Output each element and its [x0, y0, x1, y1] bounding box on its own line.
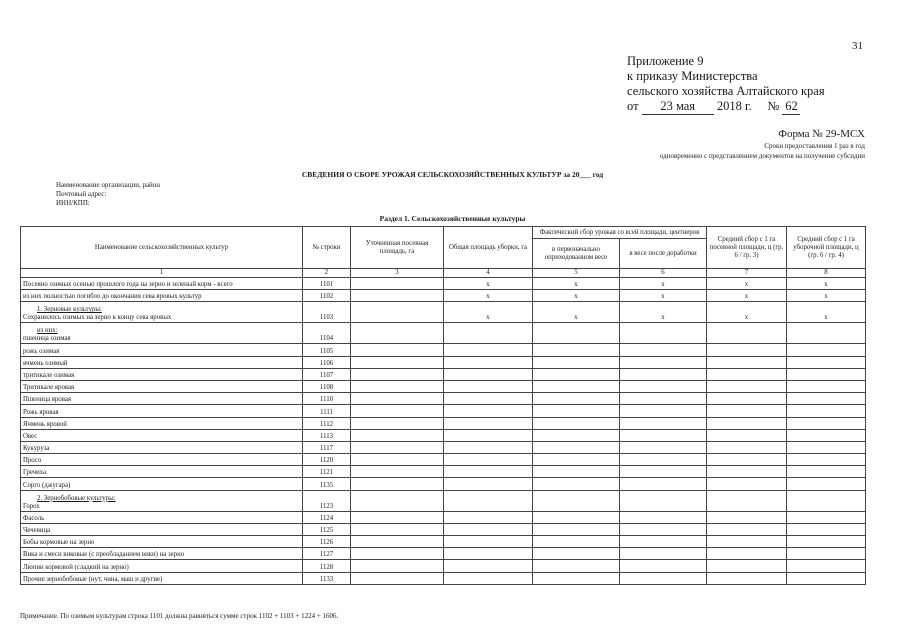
crop-name-cell: [21, 560, 303, 572]
number-prefix: №: [767, 99, 780, 113]
crop-name-cell: [21, 511, 303, 523]
crop-name: 2. Зернобобовые культуры:: [37, 494, 116, 502]
form-info: [660, 128, 865, 161]
value-cell[interactable]: [620, 572, 707, 584]
value-cell[interactable]: [444, 441, 533, 453]
row-code-cell: 1108: [303, 380, 351, 392]
form-note: одновременно с представлением документов на получение субсидии: [659, 152, 865, 160]
value-cell[interactable]: [620, 478, 707, 490]
table-row: [21, 323, 866, 344]
crop-name: Ячмень яровой: [23, 420, 67, 428]
row-code-cell: 1111: [303, 405, 351, 417]
value-cell[interactable]: [351, 405, 444, 417]
value-cell[interactable]: [444, 344, 533, 356]
crop-name-cell: [21, 490, 303, 511]
form-name: Форма № 29-МСХ: [778, 128, 865, 140]
value-cell[interactable]: [351, 490, 444, 511]
value-cell[interactable]: [620, 356, 707, 368]
appendix-line-2: к приказу Министерства: [627, 69, 758, 83]
table-row: [21, 560, 866, 572]
value-cell[interactable]: [707, 454, 787, 466]
value-cell[interactable]: [787, 523, 866, 535]
crop-name: Сорго (джугара): [23, 481, 71, 489]
column-number: 1: [21, 269, 303, 278]
value-cell[interactable]: [620, 323, 707, 344]
value-cell[interactable]: [351, 511, 444, 523]
value-cell[interactable]: [787, 356, 866, 368]
form-deadline: Сроки предоставления 1 раз в год: [764, 142, 865, 150]
value-cell[interactable]: [707, 560, 787, 572]
crop-name-cell: [21, 290, 303, 302]
value-cell[interactable]: [787, 536, 866, 548]
value-cell[interactable]: [787, 344, 866, 356]
crop-name-secondary: пшеница озимая: [23, 335, 71, 343]
value-cell[interactable]: x: [444, 302, 533, 323]
appendix-block: [627, 54, 825, 115]
crop-name-cell: [21, 454, 303, 466]
header-area-sown: Уточненная посевная площадь, га: [351, 227, 444, 269]
date-prefix: от: [627, 99, 639, 113]
value-cell[interactable]: [444, 429, 533, 441]
value-cell[interactable]: x: [533, 302, 620, 323]
value-cell[interactable]: [620, 344, 707, 356]
order-number: 62: [782, 99, 800, 115]
crop-name-secondary: Горох: [23, 502, 40, 510]
crop-name: Тритикале яровая: [23, 384, 75, 392]
value-cell[interactable]: [533, 548, 620, 560]
column-number: 8: [787, 269, 866, 278]
crop-name: из них полностью погибло до окончания сева яровых культур: [23, 293, 202, 301]
value-cell[interactable]: [620, 405, 707, 417]
value-cell[interactable]: [707, 368, 787, 380]
header-row-no: № строки: [303, 227, 351, 269]
value-cell[interactable]: x: [620, 290, 707, 302]
row-code-cell: 1105: [303, 344, 351, 356]
value-cell[interactable]: [351, 548, 444, 560]
crop-name-secondary: Сохранилось озимых на зерно к концу сева яровых: [23, 314, 172, 322]
value-cell[interactable]: [444, 417, 533, 429]
value-cell[interactable]: [707, 344, 787, 356]
row-code-cell: 1124: [303, 511, 351, 523]
date-day-month: 23 мая: [642, 99, 714, 115]
value-cell[interactable]: [444, 368, 533, 380]
crop-name-cell: [21, 441, 303, 453]
crop-name-cell: [21, 572, 303, 584]
value-cell[interactable]: [351, 523, 444, 535]
row-code-cell: 1133: [303, 572, 351, 584]
row-code-cell: 1110: [303, 393, 351, 405]
value-cell[interactable]: [620, 380, 707, 392]
header-actual-harvest: Фактический сбор урожая со всей площади, центнеров: [533, 227, 707, 239]
value-cell[interactable]: [620, 511, 707, 523]
footnote: Примечание. По озимым культурам строка 1101 должна равняться сумме строк 1102 + 1103 + 1224 + 1606.: [20, 612, 339, 620]
table-row: [21, 368, 866, 380]
value-cell[interactable]: [533, 380, 620, 392]
crop-name: рожь озимая: [23, 347, 60, 355]
value-cell[interactable]: [444, 548, 533, 560]
value-cell[interactable]: [533, 490, 620, 511]
appendix-line-1: Приложение 9: [627, 54, 704, 68]
value-cell[interactable]: x: [533, 278, 620, 290]
row-code-cell: 1127: [303, 548, 351, 560]
value-cell[interactable]: [351, 356, 444, 368]
value-cell[interactable]: [351, 478, 444, 490]
value-cell[interactable]: [533, 356, 620, 368]
table-row: [21, 393, 866, 405]
crop-name: Рожь яровая: [23, 408, 59, 416]
value-cell[interactable]: [444, 356, 533, 368]
crop-name-cell: [21, 405, 303, 417]
crops-table: [20, 226, 866, 585]
value-cell[interactable]: x: [444, 278, 533, 290]
table-row: [21, 290, 866, 302]
crop-name-cell: [21, 368, 303, 380]
row-code-cell: 1107: [303, 368, 351, 380]
table-row: [21, 278, 866, 290]
crop-name-cell: [21, 393, 303, 405]
value-cell[interactable]: x: [707, 278, 787, 290]
row-code-cell: 1113: [303, 429, 351, 441]
value-cell[interactable]: [707, 536, 787, 548]
column-number: 7: [707, 269, 787, 278]
row-code-cell: 1117: [303, 441, 351, 453]
crop-name-cell: [21, 478, 303, 490]
value-cell[interactable]: x: [620, 278, 707, 290]
value-cell[interactable]: [444, 405, 533, 417]
org-name-label: Наименование организации, район: [56, 181, 161, 189]
header-avg-harvest: Средний сбор с 1 га уборочной площади, ц (гр. 6 / гр. 4): [787, 227, 866, 269]
value-cell[interactable]: [707, 393, 787, 405]
crop-name: Вика и смеси виковые (с преобладанием вики) на зерно: [23, 551, 185, 559]
crop-name: тритикале озимая: [23, 371, 75, 379]
table-row: [21, 344, 866, 356]
value-cell[interactable]: [620, 536, 707, 548]
row-code-cell: 1135: [303, 478, 351, 490]
row-code-cell: 1123: [303, 490, 351, 511]
value-cell[interactable]: [351, 290, 444, 302]
value-cell[interactable]: [444, 466, 533, 478]
value-cell[interactable]: [787, 393, 866, 405]
value-cell[interactable]: [787, 490, 866, 511]
crop-name: Просо: [23, 457, 42, 465]
value-cell[interactable]: [533, 511, 620, 523]
row-code-cell: 1102: [303, 290, 351, 302]
value-cell[interactable]: [787, 405, 866, 417]
value-cell[interactable]: x: [787, 278, 866, 290]
value-cell[interactable]: [620, 417, 707, 429]
crop-name: Пшеница яровая: [23, 396, 71, 404]
column-number: 3: [351, 269, 444, 278]
value-cell[interactable]: [707, 523, 787, 535]
value-cell[interactable]: x: [444, 290, 533, 302]
row-code-cell: 1120: [303, 454, 351, 466]
column-number: 5: [533, 269, 620, 278]
value-cell[interactable]: [787, 454, 866, 466]
value-cell[interactable]: [787, 572, 866, 584]
value-cell[interactable]: [533, 536, 620, 548]
value-cell[interactable]: [787, 417, 866, 429]
value-cell[interactable]: [533, 572, 620, 584]
table-row: [21, 429, 866, 441]
value-cell[interactable]: [351, 466, 444, 478]
value-cell[interactable]: [444, 536, 533, 548]
value-cell[interactable]: [787, 560, 866, 572]
value-cell[interactable]: [351, 572, 444, 584]
value-cell[interactable]: [351, 560, 444, 572]
crop-name-cell: [21, 466, 303, 478]
crop-name-cell: [21, 356, 303, 368]
value-cell[interactable]: [351, 393, 444, 405]
value-cell[interactable]: [533, 393, 620, 405]
value-cell[interactable]: [444, 380, 533, 392]
value-cell[interactable]: [787, 478, 866, 490]
value-cell[interactable]: [533, 454, 620, 466]
value-cell[interactable]: [707, 429, 787, 441]
value-cell[interactable]: [707, 441, 787, 453]
value-cell[interactable]: [444, 523, 533, 535]
value-cell[interactable]: [787, 323, 866, 344]
crop-name-cell: [21, 536, 303, 548]
value-cell[interactable]: [707, 478, 787, 490]
table-row: [21, 441, 866, 453]
value-cell[interactable]: [533, 560, 620, 572]
value-cell[interactable]: [620, 368, 707, 380]
value-cell[interactable]: [444, 454, 533, 466]
value-cell[interactable]: [351, 278, 444, 290]
value-cell[interactable]: [620, 523, 707, 535]
value-cell[interactable]: [707, 572, 787, 584]
value-cell[interactable]: [533, 441, 620, 453]
table-row: [21, 511, 866, 523]
table-row: [21, 523, 866, 535]
crop-name: из них:: [37, 327, 58, 335]
header-weight-initial: в первоначально оприходованном весе: [533, 239, 620, 269]
crop-name-cell: [21, 523, 303, 535]
table-row: [21, 478, 866, 490]
value-cell[interactable]: [620, 490, 707, 511]
value-cell[interactable]: [533, 466, 620, 478]
table-row: [21, 405, 866, 417]
value-cell[interactable]: [444, 490, 533, 511]
table-row: [21, 548, 866, 560]
value-cell[interactable]: [707, 405, 787, 417]
row-code-cell: 1101: [303, 278, 351, 290]
value-cell[interactable]: [351, 441, 444, 453]
header-weight-after: в весе после доработки: [620, 239, 707, 269]
value-cell[interactable]: [787, 466, 866, 478]
value-cell[interactable]: [351, 380, 444, 392]
value-cell[interactable]: x: [787, 290, 866, 302]
value-cell[interactable]: [707, 417, 787, 429]
org-address-label: Почтовый адрес:: [56, 189, 107, 198]
table-row: [21, 536, 866, 548]
crop-name: 1. Зерновые культуры:: [37, 306, 102, 314]
crop-name-cell: [21, 548, 303, 560]
crop-name-cell: [21, 429, 303, 441]
crop-name-cell: [21, 417, 303, 429]
crop-name: Фасоль: [23, 514, 45, 522]
org-inn-label: ИНН/КПП:: [56, 198, 90, 207]
crop-name-cell: [21, 278, 303, 290]
header-crop: Наименование сельскохозяйственных культур: [21, 227, 303, 269]
value-cell[interactable]: [533, 429, 620, 441]
table-row: [21, 302, 866, 323]
value-cell[interactable]: x: [533, 290, 620, 302]
value-cell[interactable]: [533, 405, 620, 417]
value-cell[interactable]: [351, 344, 444, 356]
value-cell[interactable]: [620, 560, 707, 572]
table-row: [21, 380, 866, 392]
value-cell[interactable]: [444, 511, 533, 523]
value-cell[interactable]: [707, 490, 787, 511]
value-cell[interactable]: [620, 429, 707, 441]
row-code-cell: 1106: [303, 356, 351, 368]
column-number: 2: [303, 269, 351, 278]
row-code-cell: 1104: [303, 323, 351, 344]
value-cell[interactable]: [533, 523, 620, 535]
value-cell[interactable]: [787, 548, 866, 560]
table-row: [21, 356, 866, 368]
value-cell[interactable]: [533, 323, 620, 344]
value-cell[interactable]: [533, 417, 620, 429]
value-cell[interactable]: [351, 368, 444, 380]
crop-name: Люпин кормовой (сладкий на зерно): [23, 563, 129, 571]
row-code-cell: 1126: [303, 536, 351, 548]
column-number: 4: [444, 269, 533, 278]
value-cell[interactable]: [707, 511, 787, 523]
table-row: [21, 466, 866, 478]
row-code-cell: 1125: [303, 523, 351, 535]
crop-name: Овес: [23, 432, 38, 440]
crop-name: Кукуруза: [23, 445, 50, 453]
value-cell[interactable]: x: [707, 290, 787, 302]
section-title: Раздел 1. Сельскохозяйственные культуры: [379, 214, 526, 223]
value-cell[interactable]: [620, 441, 707, 453]
table-row: [21, 417, 866, 429]
document-title: СВЕДЕНИЯ О СБОРЕ УРОЖАЯ СЕЛЬСКОХОЗЯЙСТВЕННЫХ КУЛЬТУР за 20___ год: [301, 170, 604, 179]
crop-name: Бобы кормовые на зерно: [23, 539, 95, 547]
value-cell[interactable]: x: [787, 302, 866, 323]
organization-block: [56, 181, 160, 207]
value-cell[interactable]: [620, 454, 707, 466]
crop-name: Гречиха: [23, 469, 47, 477]
value-cell[interactable]: [533, 478, 620, 490]
value-cell[interactable]: [787, 511, 866, 523]
value-cell[interactable]: [351, 302, 444, 323]
value-cell[interactable]: [707, 323, 787, 344]
value-cell[interactable]: [351, 323, 444, 344]
crop-name: ячмень озимый: [23, 359, 68, 367]
row-code-cell: 1112: [303, 417, 351, 429]
value-cell[interactable]: [351, 454, 444, 466]
value-cell[interactable]: [351, 429, 444, 441]
row-code-cell: 1103: [303, 302, 351, 323]
value-cell[interactable]: [351, 536, 444, 548]
value-cell[interactable]: [444, 560, 533, 572]
value-cell[interactable]: [787, 429, 866, 441]
appendix-line-3: сельского хозяйства Алтайского края: [627, 84, 825, 98]
value-cell[interactable]: [620, 548, 707, 560]
value-cell[interactable]: [707, 466, 787, 478]
column-number: 6: [620, 269, 707, 278]
value-cell[interactable]: [620, 393, 707, 405]
table-row: [21, 490, 866, 511]
date-year: 2018 г.: [716, 99, 752, 113]
crop-name: Чечевица: [23, 527, 51, 534]
row-code-cell: 1128: [303, 560, 351, 572]
crop-name-cell: [21, 380, 303, 392]
crop-name: Прочие зернобобовые (нут, чина, маш и другие): [23, 575, 163, 583]
table-row: [21, 572, 866, 584]
value-cell[interactable]: [707, 356, 787, 368]
value-cell[interactable]: [707, 548, 787, 560]
header-area-harvest: Общая площадь уборки, га: [444, 227, 533, 269]
value-cell[interactable]: [787, 380, 866, 392]
value-cell[interactable]: [707, 380, 787, 392]
value-cell[interactable]: [444, 478, 533, 490]
crop-name-cell: [21, 302, 303, 323]
value-cell[interactable]: x: [707, 302, 787, 323]
value-cell[interactable]: [533, 344, 620, 356]
crop-name-cell: [21, 344, 303, 356]
crop-name-cell: [21, 323, 303, 344]
value-cell[interactable]: [351, 417, 444, 429]
header-avg-sown: Средний сбор с 1 га посевной площади, ц (гр. 6 / гр. 3): [707, 227, 787, 269]
value-cell[interactable]: [444, 572, 533, 584]
value-cell[interactable]: [533, 368, 620, 380]
crop-name: Посеяно озимых осенью прошлого года на зерно и зеленый корм - всего: [23, 281, 233, 289]
value-cell[interactable]: [444, 323, 533, 344]
appendix-date-line: [627, 99, 825, 115]
value-cell[interactable]: x: [620, 302, 707, 323]
row-code-cell: 1121: [303, 466, 351, 478]
value-cell[interactable]: [787, 441, 866, 453]
value-cell[interactable]: [620, 466, 707, 478]
value-cell[interactable]: [444, 393, 533, 405]
table-row: [21, 454, 866, 466]
page-number: 31: [852, 40, 863, 52]
column-numbers-row: [21, 269, 866, 278]
value-cell[interactable]: [787, 368, 866, 380]
